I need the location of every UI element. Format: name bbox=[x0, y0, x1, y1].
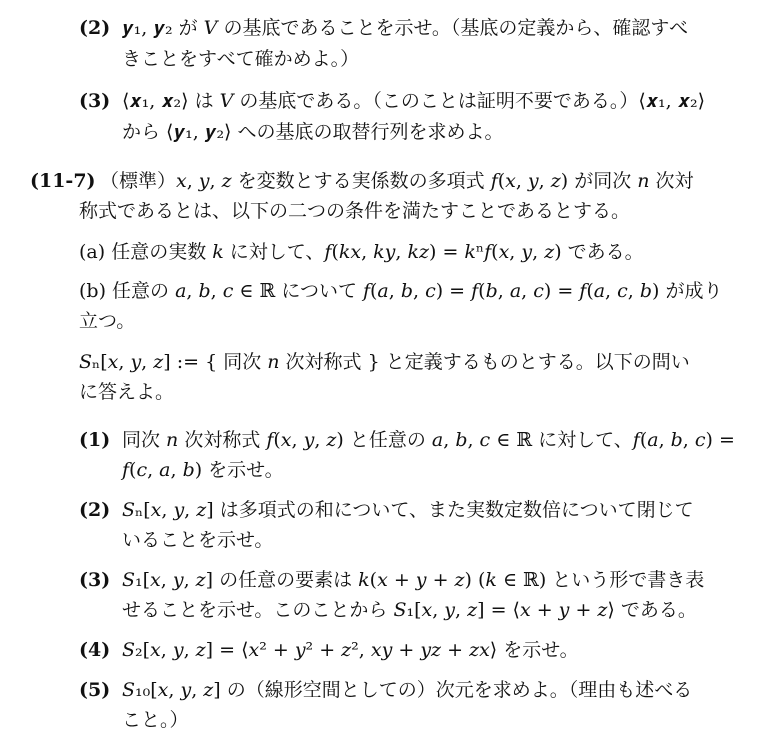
prev-item-2-line-1: 𝒚₁, 𝒚₂ が 𝑉 の基底であることを示せ。（基底の定義から、確認すべ bbox=[122, 17, 688, 39]
question-4-line-1: 𝑆₂[𝑥, 𝑦, 𝑧] = ⟨𝑥² + 𝑦² + 𝑧², 𝑥𝑦 + 𝑦𝑧 + 𝑧𝑥⟩ を示せ。 bbox=[122, 639, 579, 661]
question-1-number: (1) bbox=[79, 429, 111, 451]
definition-line-2: に答えよ。 bbox=[79, 381, 175, 403]
condition-b-line-1: (b) 任意の 𝑎, 𝑏, 𝑐 ∈ ℝ について 𝑓(𝑎, 𝑏, 𝑐) = 𝑓(𝑏, 𝑎, 𝑐) = 𝑓(𝑎, 𝑐, 𝑏) が成り bbox=[79, 280, 723, 302]
question-2-line-2: いることを示せ。 bbox=[122, 529, 274, 551]
prev-item-3-line-2: から ⟨𝒚₁, 𝒚₂⟩ への基底の取替行列を求めよ。 bbox=[122, 121, 504, 143]
condition-a: (a) 任意の実数 𝑘 に対して、𝑓(𝑘𝑥, 𝑘𝑦, 𝑘𝑧) = 𝑘ⁿ𝑓(𝑥, 𝑦, 𝑧) である。 bbox=[79, 241, 644, 263]
question-1-line-1: 同次 𝑛 次対称式 𝑓(𝑥, 𝑦, 𝑧) と任意の 𝑎, 𝑏, 𝑐 ∈ ℝ に対して、𝑓(𝑎, 𝑏, 𝑐) = bbox=[122, 429, 735, 451]
question-3-line-2: せることを示せ。このことから 𝑆₁[𝑥, 𝑦, 𝑧] = ⟨𝑥 + 𝑦 + 𝑧⟩ である。 bbox=[122, 599, 697, 621]
prev-item-2-number: (2) bbox=[79, 17, 111, 39]
prev-item-2-line-2: きことをすべて確かめよ。） bbox=[122, 48, 360, 70]
question-5-line-2: こと。） bbox=[122, 709, 189, 731]
prev-item-3-number: (3) bbox=[79, 90, 111, 112]
problem-number: (11-7) bbox=[30, 170, 96, 192]
problem-intro-line-2: 称式であるとは、以下の二つの条件を満たすことであるとする。 bbox=[79, 200, 631, 222]
condition-b-line-2: 立つ。 bbox=[79, 310, 136, 332]
question-2-line-1: 𝑆ₙ[𝑥, 𝑦, 𝑧] は多項式の和について、また実数定数倍について閉じて bbox=[122, 499, 694, 521]
question-3-line-1: 𝑆₁[𝑥, 𝑦, 𝑧] の任意の要素は 𝑘(𝑥 + 𝑦 + 𝑧) (𝑘 ∈ ℝ) という形で書き表 bbox=[122, 569, 705, 591]
question-1-line-2: 𝑓(𝑐, 𝑎, 𝑏) を示せ。 bbox=[122, 459, 284, 481]
problem-intro-line-1: （標準）𝑥, 𝑦, 𝑧 を変数とする実係数の多項式 𝑓(𝑥, 𝑦, 𝑧) が同次 𝑛 次対 bbox=[100, 170, 694, 192]
question-4-number: (4) bbox=[79, 639, 111, 661]
question-2-number: (2) bbox=[79, 499, 111, 521]
definition-line-1: 𝑆ₙ[𝑥, 𝑦, 𝑧] := { 同次 𝑛 次対称式 } と定義するものとする。以下の問い bbox=[79, 351, 690, 373]
question-5-number: (5) bbox=[79, 679, 111, 701]
question-5-line-1: 𝑆₁₀[𝑥, 𝑦, 𝑧] の（線形空間としての）次元を求めよ。（理由も述べる bbox=[122, 679, 693, 701]
prev-item-3-line-1: ⟨𝒙₁, 𝒙₂⟩ は 𝑉 の基底である。（このことは証明不要である。）⟨𝒙₁, 𝒙₂⟩ bbox=[122, 90, 705, 112]
question-3-number: (3) bbox=[79, 569, 111, 591]
